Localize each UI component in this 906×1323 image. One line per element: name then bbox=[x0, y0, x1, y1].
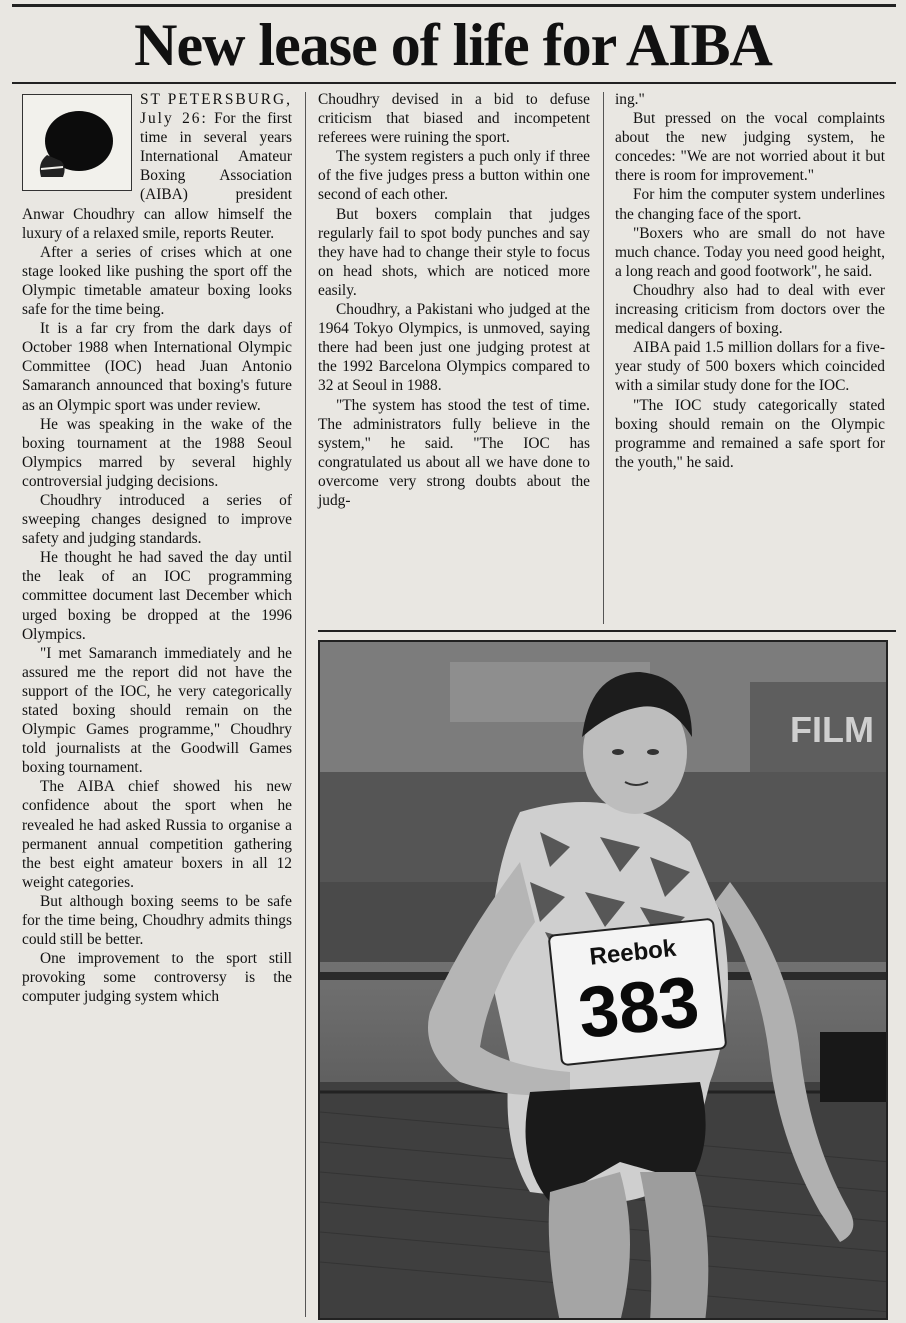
banner-text: FILM bbox=[790, 709, 874, 750]
bib-brand: Reebok bbox=[588, 934, 678, 971]
paragraph: Choudhry, a Pakistani who judged at the 1964 Tokyo Olympics, is unmoved, saying there had been just one judging protest at the 1992 Barcelona Olympics compared to 32 at Seoul in 1988. bbox=[318, 301, 590, 395]
article-column-2 bbox=[318, 90, 590, 510]
article-column-1 bbox=[22, 90, 292, 1007]
paragraph: It is a far cry from the dark days of October 1988 when International Olympic Committee (IOC) head Juan Antonio Samaranch announced that boxing's future as an Olympic sport was under review. bbox=[22, 320, 292, 414]
paragraph: After a series of crises which at one stage looked like pushing the sport off the Olympic timetable amateur boxing looks safe for the time being. bbox=[22, 243, 292, 319]
article-column-3 bbox=[615, 90, 885, 472]
bib-number: 383 bbox=[574, 961, 703, 1054]
boxing-glove-icon bbox=[33, 103, 121, 183]
dateline: ST PETERSBURG, July 26: bbox=[140, 91, 292, 128]
paragraph: The system registers a puch only if three of the five judges press a button within one second of each other. bbox=[318, 148, 590, 204]
column-divider bbox=[305, 92, 306, 1317]
paragraph: Choudhry introduced a series of sweeping changes designed to improve safety and judging standards. bbox=[22, 491, 292, 548]
paragraph: For the first time in several years International Amateur Boxing Association (AIBA) president Anwar Choudhry can allow himself the luxury of a relaxed smile, reports Reuter. bbox=[22, 110, 292, 242]
paragraph: One improvement to the sport still provoking some controversy is the computer judging system which bbox=[22, 950, 292, 1006]
paragraph: "Boxers who are small do not have much chance. Today you need good height, a long reach and good footwork", he said. bbox=[615, 224, 885, 280]
paragraph: AIBA paid 1.5 million dollars for a five-year study of 500 boxers which coincided with a similar study done for the IOC. bbox=[615, 339, 885, 395]
paragraph: He thought he had saved the day until the leak of an IOC programming committee document last December which urged boxing be dropped at the 1996 Olympics. bbox=[22, 549, 292, 643]
paragraph: The AIBA chief showed his new confidence about the sport when he revealed he had asked Russia to organise a permanent annual competition gathering the best eight amateur boxers in all 12 weight categories. bbox=[22, 778, 292, 891]
paragraph: Choudhry devised in a bid to defuse criticism that biased and incompetent referees were ruining the sport. bbox=[318, 91, 590, 147]
top-rule bbox=[12, 4, 896, 7]
headline-rule bbox=[12, 82, 896, 84]
athlete-photo bbox=[318, 640, 888, 1320]
paragraph: "The IOC study categorically stated boxing should remain on the Olympic programme and remained a safe sport for the youth," he said. bbox=[615, 396, 885, 471]
paragraph: But pressed on the vocal complaints about the new judging system, he concedes: "We are not worried about it but there is room for improvement." bbox=[615, 110, 885, 185]
boxing-glove-logo bbox=[22, 94, 132, 191]
paragraph: ing." bbox=[615, 91, 645, 108]
paragraph: But boxers complain that judges regularly fail to spot body punches and say they have had to change their style to focus on head shots, which are noticed more easily. bbox=[318, 205, 590, 299]
paragraph: But although boxing seems to be safe for the time being, Choudhry admits things could still be better. bbox=[22, 892, 292, 949]
paragraph: "I met Samaranch immediately and he assured me the report did not have the support of the IOC, he very categorically stated boxing should remain on the Olympic Games programme," Choudhry told journalists at the Goodwill Games boxing tournament. bbox=[22, 644, 292, 777]
headline: New lease of life for AIBA bbox=[134, 12, 772, 78]
column-divider bbox=[603, 92, 604, 624]
paragraph: For him the computer system underlines the changing face of the sport. bbox=[615, 186, 885, 223]
paragraph: Choudhry also had to deal with ever increasing criticism from doctors over the medical dangers of boxing. bbox=[615, 281, 885, 338]
photo-rule bbox=[318, 630, 896, 632]
paragraph: He was speaking in the wake of the boxing tournament at the 1988 Seoul Olympics marred by several highly controversial judging decisions. bbox=[22, 415, 292, 490]
paragraph: "The system has stood the test of time. The administrators fully believe in the system," he said. "The IOC has congratulated us about all we have done to overcome very strong doubts about the judg- bbox=[318, 396, 590, 509]
runner-illustration bbox=[320, 642, 888, 1320]
